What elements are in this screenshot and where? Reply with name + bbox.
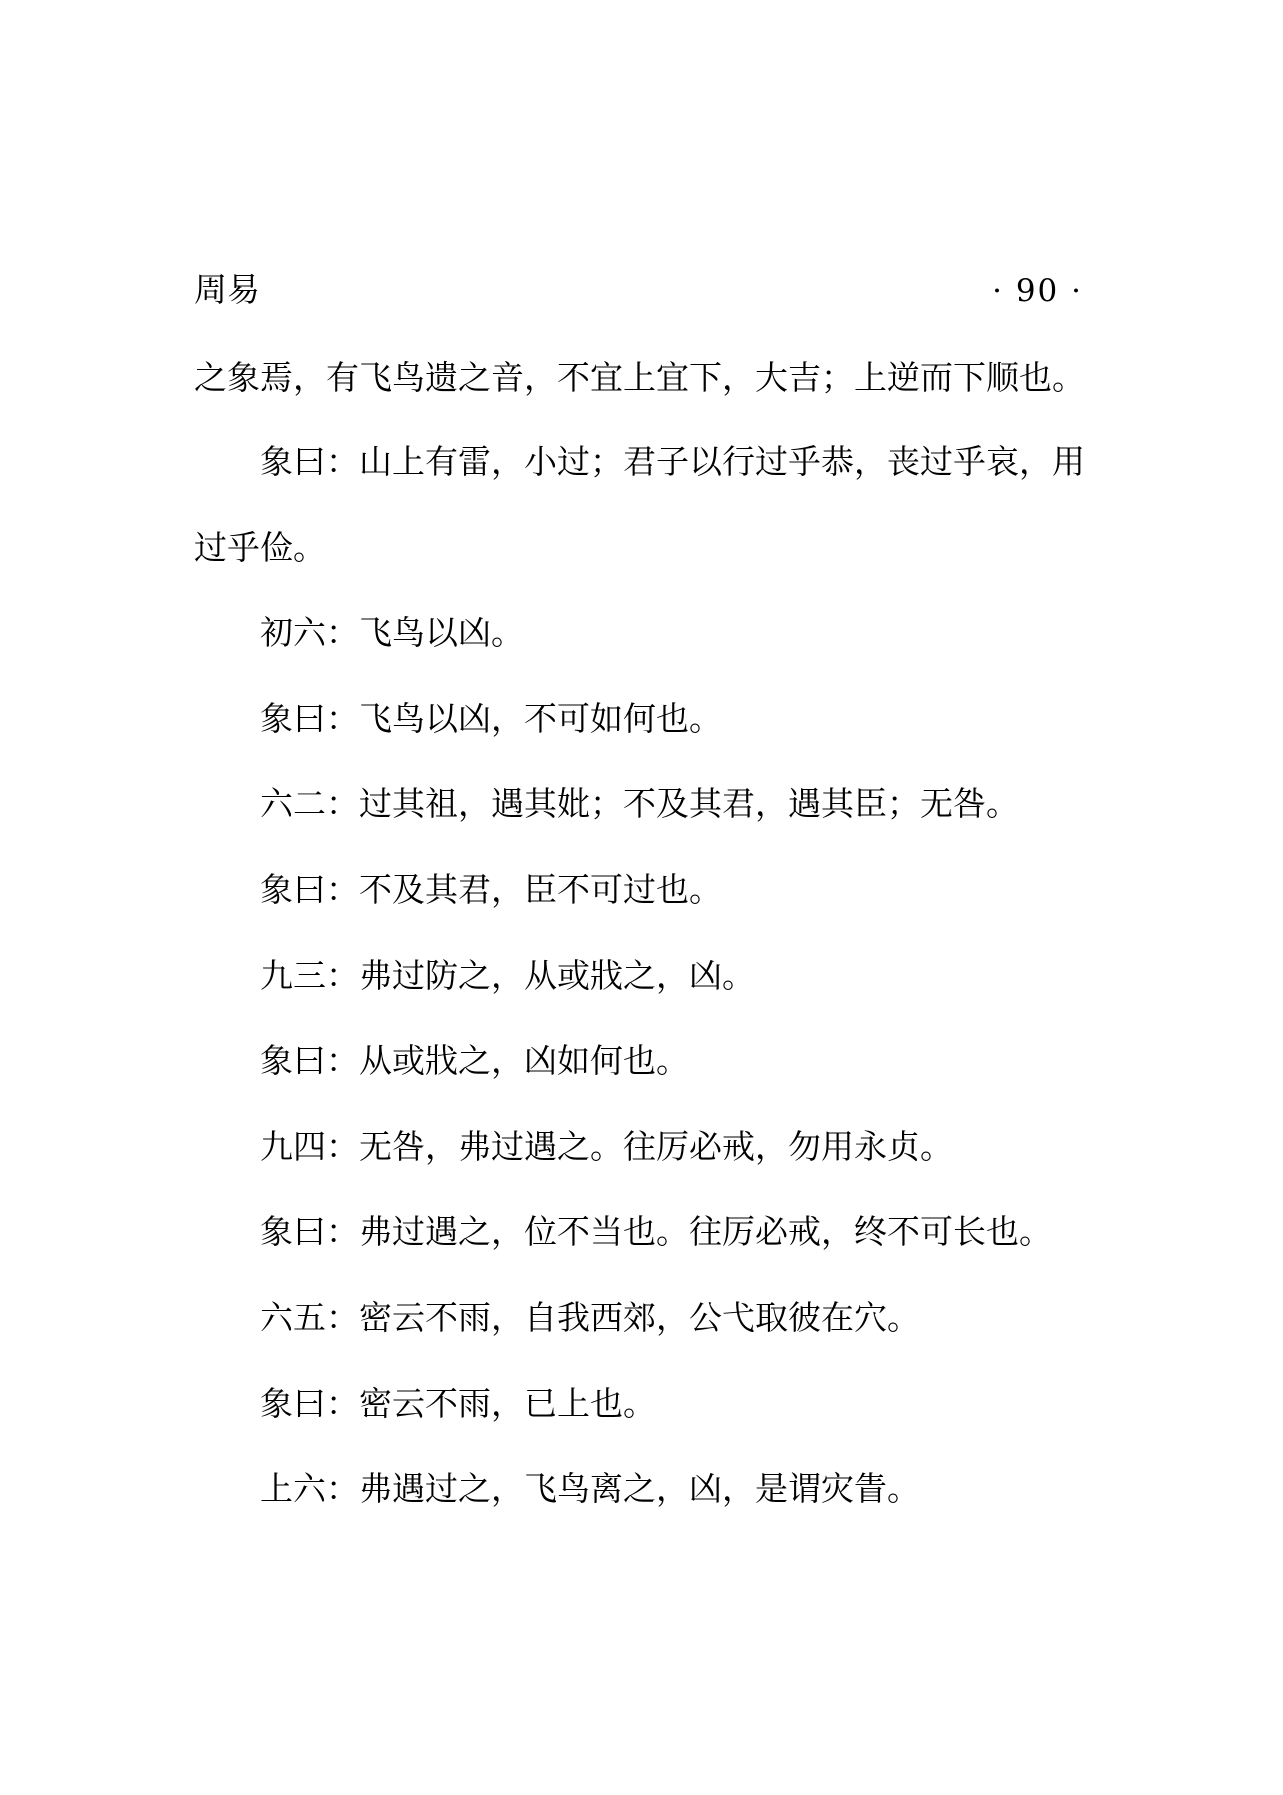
text-line-1: 之象焉，有飞鸟遗之音，不宜上宜下，大吉；上逆而下顺也。 (194, 358, 1085, 397)
page-number: · 90 · (992, 273, 1083, 309)
text-line-5: 象曰：飞鸟以凶，不可如何也。 (260, 699, 722, 738)
text-line-2: 象曰：山上有雷，小过；君子以行过乎恭，丧过乎哀，用 (260, 442, 1085, 481)
text-line-10: 九四：无咎，弗过遇之。往厉必戒，勿用永贞。 (260, 1127, 953, 1166)
text-line-7: 象曰：不及其君，臣不可过也。 (260, 870, 722, 909)
text-line-9: 象曰：从或戕之，凶如何也。 (260, 1041, 689, 1080)
text-line-8: 九三：弗过防之，从或戕之，凶。 (260, 956, 755, 995)
text-line-12: 六五：密云不雨，自我西郊，公弋取彼在穴。 (260, 1298, 920, 1337)
text-line-3: 过乎俭。 (194, 528, 326, 567)
text-line-11: 象曰：弗过遇之，位不当也。往厉必戒，终不可长也。 (260, 1212, 1052, 1251)
text-line-13: 象曰：密云不雨，已上也。 (260, 1384, 656, 1423)
text-line-14: 上六：弗遇过之，飞鸟离之，凶，是谓灾眚。 (260, 1469, 920, 1508)
text-line-4: 初六：飞鸟以凶。 (260, 613, 524, 652)
running-header-title: 周易 (194, 270, 260, 309)
text-line-6: 六二：过其祖，遇其妣；不及其君，遇其臣；无咎。 (260, 784, 1019, 823)
